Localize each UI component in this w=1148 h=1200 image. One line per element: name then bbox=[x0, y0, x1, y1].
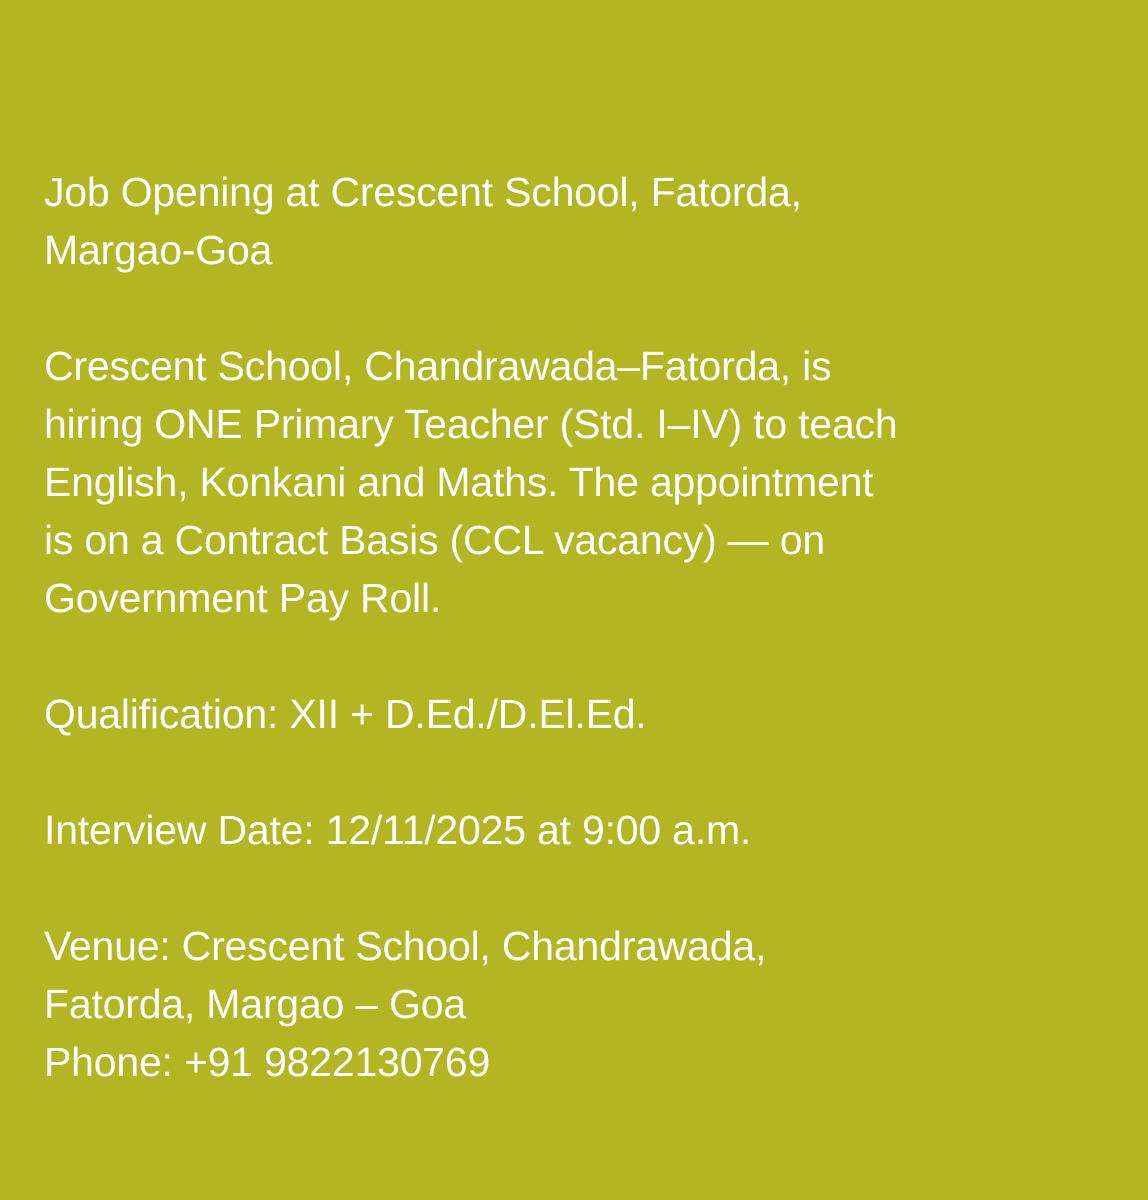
description-line: is on a Contract Basis (CCL vacancy) — on bbox=[44, 517, 825, 563]
description-line: English, Konkani and Maths. The appointment bbox=[44, 459, 874, 505]
job-title bbox=[44, 163, 1108, 279]
qualification bbox=[44, 685, 1108, 743]
job-description bbox=[44, 337, 1108, 627]
qualification-text: Qualification: XII + D.Ed./D.El.Ed. bbox=[44, 691, 647, 737]
venue-contact bbox=[44, 917, 1108, 1091]
phone-number: Phone: +91 9822130769 bbox=[44, 1039, 491, 1085]
venue-line-2: Fatorda, Margao – Goa bbox=[44, 981, 466, 1027]
description-line: Crescent School, Chandrawada–Fatorda, is bbox=[44, 343, 832, 389]
description-line: hiring ONE Primary Teacher (Std. I–IV) to teach bbox=[44, 401, 898, 447]
interview-date bbox=[44, 801, 1108, 859]
description-line: Government Pay Roll. bbox=[44, 575, 442, 621]
venue-line-1: Venue: Crescent School, Chandrawada, bbox=[44, 923, 767, 969]
title-line-2: Margao-Goa bbox=[44, 227, 273, 273]
title-line-1: Job Opening at Crescent School, Fatorda, bbox=[44, 169, 802, 215]
interview-text: Interview Date: 12/11/2025 at 9:00 a.m. bbox=[44, 807, 752, 853]
